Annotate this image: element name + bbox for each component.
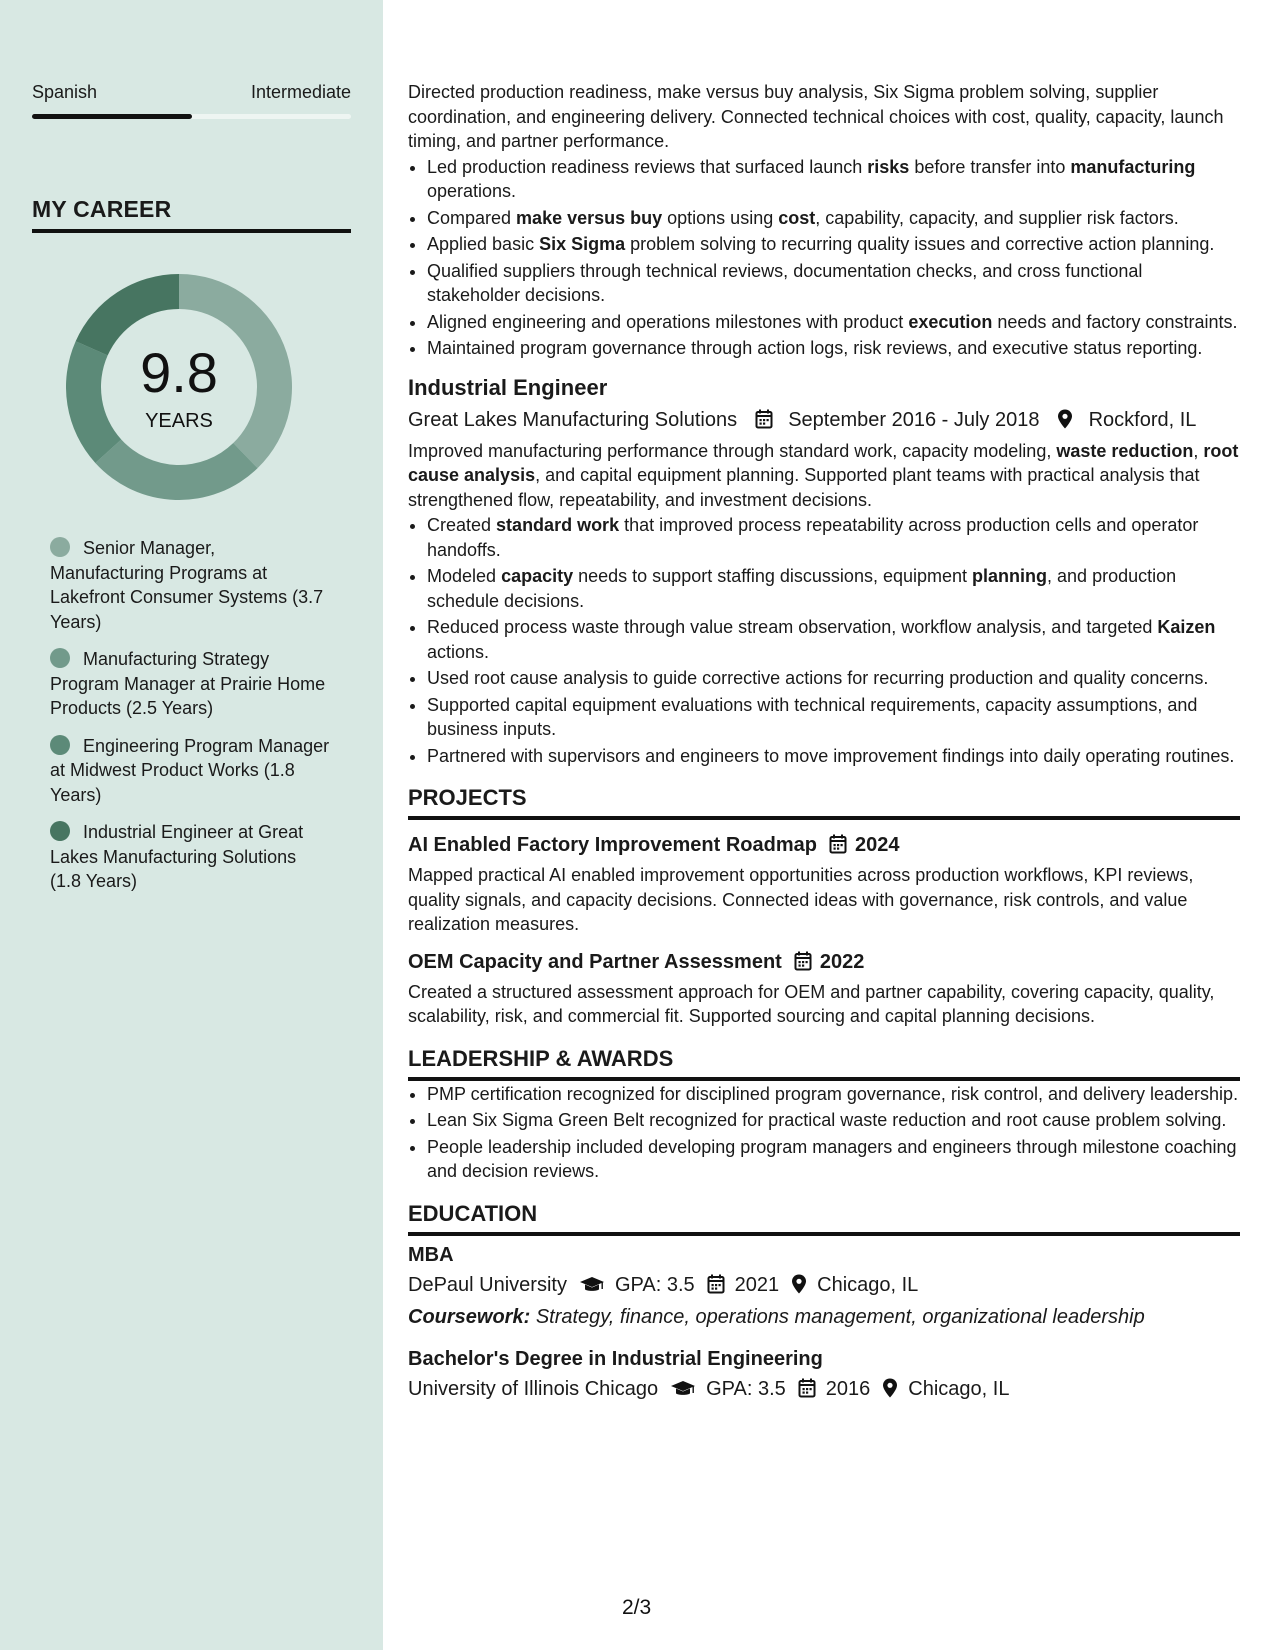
legend-dot (50, 537, 70, 557)
school-name: DePaul University (408, 1273, 567, 1296)
previous-role-summary: Directed production readiness, make versus buy analysis, Six Sigma problem solving, supplier coordination, and engineering delivery. Connected technical choices with cost, quality, capacity, launch timing, and partner performance. (408, 82, 1224, 151)
leadership-bullet: • Lean Six Sigma Green Belt recognized for practical waste reduction and root cause problem solving. (427, 1108, 1240, 1133)
calendar-icon (707, 1274, 725, 1294)
location-pin-icon (1057, 409, 1073, 429)
career-item-label: Manufacturing Strategy Program Manager at Prairie Home Products (2.5 Years) (50, 649, 326, 718)
role-location: Rockford, IL (1088, 408, 1197, 431)
education-list (408, 1240, 1240, 1404)
language-proficiency-bar (32, 114, 351, 119)
project-description: Mapped practical AI enabled improvement opportunities across production workflows, KPI reviews, quality signals, and capacity decisions. Connected ideas with governance, risk controls, and value realization measures. (408, 865, 1194, 934)
experience-bullet: • Compared make versus buy options using cost, capability, capacity, and supplier risk factors. (427, 206, 1240, 231)
experience-bullet: • Reduced process waste through value stream observation, workflow analysis, and targeted Kaizen actions. (427, 615, 1240, 664)
calendar-icon (755, 409, 773, 429)
career-list (50, 536, 330, 907)
school-name: University of Illinois Chicago (408, 1377, 659, 1400)
experience-bullet: • Applied basic Six Sigma problem solving to recurring quality issues and corrective action planning. (427, 232, 1240, 257)
graduation-cap-icon (579, 1276, 605, 1294)
coursework-label: Coursework: (408, 1305, 531, 1328)
location-pin-icon (882, 1378, 898, 1398)
career-item (50, 734, 330, 808)
project-name: OEM Capacity and Partner Assessment (408, 950, 782, 973)
graduation-cap-icon (670, 1380, 696, 1398)
page-number: 2/3 (622, 1596, 652, 1619)
gpa: GPA: 3.5 (706, 1377, 786, 1400)
career-item (50, 536, 330, 634)
career-item (50, 820, 330, 894)
calendar-icon (794, 950, 812, 980)
leadership-bullet: • PMP certification recognized for disciplined program governance, risk control, and delivery leadership. (427, 1082, 1240, 1107)
career-heading: MY CAREER (32, 196, 351, 233)
graduation-year: 2021 (734, 1273, 780, 1296)
project-title (408, 830, 1240, 863)
career-item-label: Engineering Program Manager at Midwest Product Works (1.8 Years) (50, 735, 330, 805)
education-meta (408, 1270, 1240, 1300)
experience-bullet: • Used root cause analysis to guide corrective actions for recurring production and quality concerns. (427, 666, 1240, 691)
projects-heading: PROJECTS (408, 784, 1240, 820)
career-item-label: Senior Manager, Manufacturing Programs at Lakefront Consumer Systems (3.7 Years) (50, 538, 324, 632)
education-meta (408, 1374, 1240, 1404)
leadership-heading: LEADERSHIP & AWARDS (408, 1045, 1240, 1081)
career-item-label: Industrial Engineer at Great Lakes Manufacturing Solutions (1.8 Years) (50, 822, 304, 891)
experience-bullet: • Modeled capacity needs to support staffing discussions, equipment planning, and production schedule decisions. (427, 564, 1240, 613)
calendar-icon (798, 1378, 816, 1398)
degree-title: Bachelor's Degree in Industrial Engineering (408, 1347, 823, 1370)
sidebar (0, 0, 383, 1650)
experience-bullet: • Created standard work that improved process repeatability across production cells and operator handoffs. (427, 513, 1240, 562)
role-summary: Improved manufacturing performance through standard work, capacity modeling, waste reduction, root cause analysis, and capital equipment planning. Supported plant teams with practical analysis that strengthened flow, repeatability, and investment decisions. (408, 440, 1239, 510)
location-pin-icon (791, 1274, 807, 1294)
language-proficiency-fill (32, 114, 192, 119)
school-location: Chicago, IL (817, 1273, 919, 1296)
education-heading: EDUCATION (408, 1200, 1240, 1236)
degree-title: MBA (408, 1243, 454, 1266)
role-bullets (408, 513, 1240, 768)
project-description: Created a structured assessment approach for OEM and partner capability, covering capacity, quality, scalability, risk, and commercial fit. Supported sourcing and capital planning decisions. (408, 981, 1215, 1026)
total-years-value: 9.8 (140, 341, 218, 404)
total-years-label: YEARS (145, 410, 213, 432)
project-year: 2024 (854, 834, 900, 856)
experience-bullet: • Supported capital equipment evaluations with technical requirements, capacity assumptions, and business inputs. (427, 693, 1240, 742)
previous-role-bullets (408, 155, 1240, 361)
role-title: Industrial Engineer (408, 374, 608, 400)
role-company: Great Lakes Manufacturing Solutions (408, 408, 738, 431)
projects-list (408, 830, 1240, 1029)
gpa: GPA: 3.5 (614, 1273, 695, 1296)
experience-bullet: • Qualified suppliers through technical reviews, documentation checks, and cross functional stakeholder decisions. (427, 259, 1240, 308)
school-location: Chicago, IL (908, 1377, 1010, 1400)
leadership-bullet: • People leadership included developing program managers and engineers through milestone coaching and decision reviews. (427, 1135, 1240, 1184)
experience-bullet: • Maintained program governance through action logs, risk reviews, and executive status reporting. (427, 336, 1240, 361)
language-name: Spanish (32, 82, 98, 102)
leadership-bullets (408, 1082, 1240, 1184)
role-dates: September 2016 - July 2018 (788, 408, 1040, 431)
role-meta (408, 405, 1240, 435)
calendar-icon (829, 833, 847, 863)
legend-dot (50, 735, 70, 755)
experience-bullet: • Led production readiness reviews that surfaced launch risks before transfer into manufacturing operations. (427, 155, 1240, 204)
legend-dot (50, 821, 70, 841)
donut-center (66, 274, 292, 500)
project-year: 2022 (819, 950, 865, 973)
graduation-year: 2016 (825, 1377, 871, 1400)
coursework (408, 1302, 1240, 1332)
language-level: Intermediate (250, 82, 351, 102)
project-name: AI Enabled Factory Improvement Roadmap (408, 834, 817, 856)
legend-dot (50, 648, 70, 668)
career-item (50, 647, 330, 721)
experience-bullet: • Aligned engineering and operations milestones with product execution needs and factory constraints. (427, 310, 1240, 335)
main-content (408, 80, 1240, 1404)
project-title (408, 947, 1240, 980)
experience-bullet: • Partnered with supervisors and engineers to move improvement findings into daily operating routines. (427, 744, 1240, 769)
coursework-text: Strategy, finance, operations management, organizational leadership (535, 1305, 1145, 1328)
